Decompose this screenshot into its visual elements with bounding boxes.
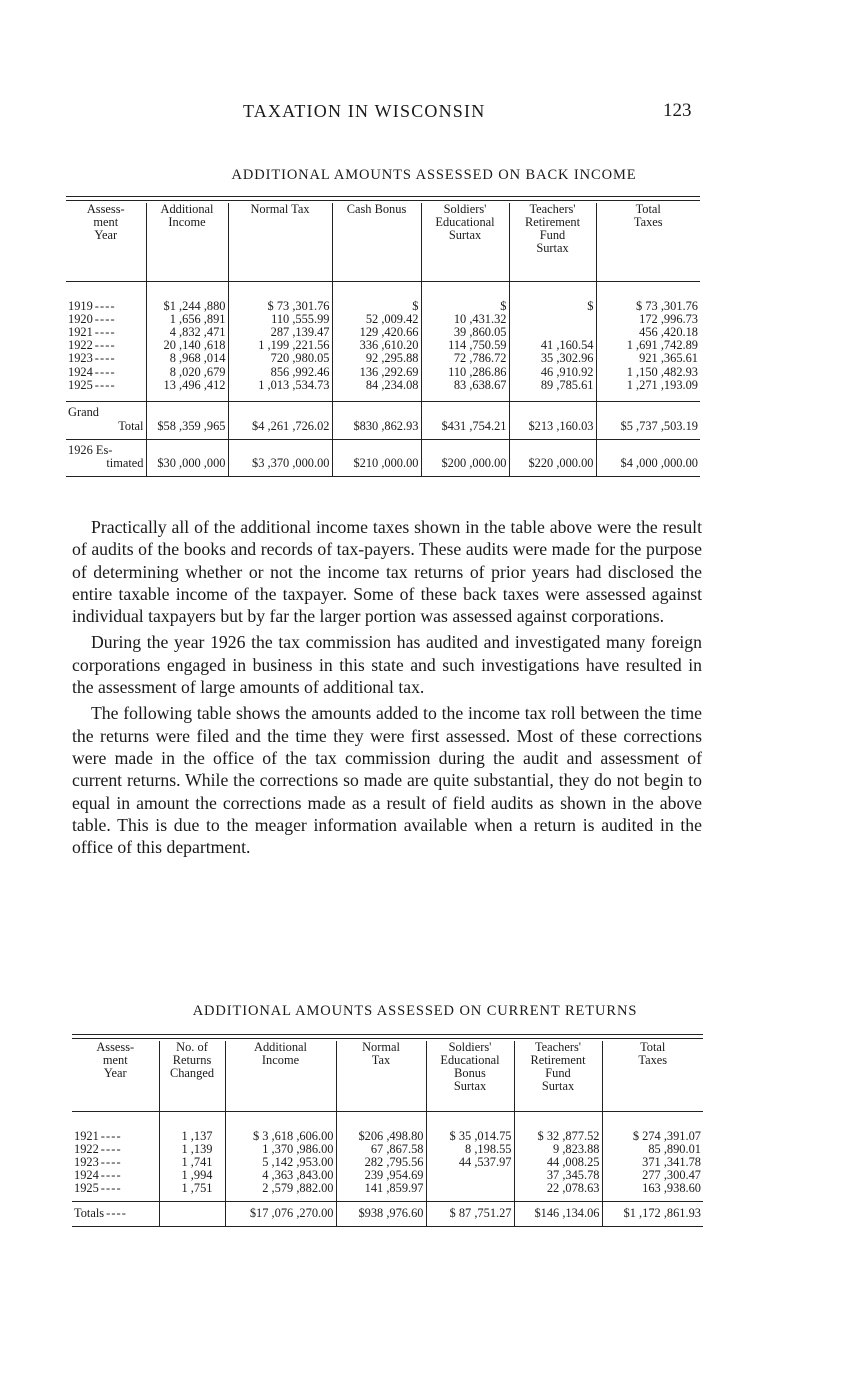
value-cell: 1 ,656 ,891 <box>146 313 228 326</box>
value-cell: 110 ,555.99 <box>228 313 332 326</box>
value-cell: 4 ,832 ,471 <box>146 326 228 339</box>
dot-leader: - - - - <box>94 377 114 392</box>
spacer-cell <box>509 282 596 300</box>
back-income-table <box>66 203 700 477</box>
total-value-cell: $220 ,000.00 <box>509 439 596 476</box>
value-cell: 856 ,992.46 <box>228 366 332 379</box>
value-cell: 456 ,420.18 <box>596 326 700 339</box>
value-cell: 89 ,785.61 <box>509 379 596 392</box>
year-cell: 1925 - - - - <box>74 1181 120 1196</box>
value-cell: $ 3 ,618 ,606.00 <box>225 1130 336 1143</box>
dot-leader: - - - - <box>100 1128 120 1143</box>
column-header: Total Taxes <box>602 1041 703 1112</box>
value-cell: 720 ,980.05 <box>228 352 332 365</box>
total-value-cell: $210 ,000.00 <box>332 439 421 476</box>
value-cell: 37 ,345.78 <box>514 1169 602 1182</box>
value-cell: 92 ,295.88 <box>332 352 421 365</box>
value-cell: 8 ,968 ,014 <box>146 352 228 365</box>
spacer-cell <box>332 282 421 300</box>
year-cell: 1922 - - - - <box>68 338 114 353</box>
value-cell: 1 ,994 <box>159 1169 225 1182</box>
value-cell <box>426 1182 514 1195</box>
dot-leader: - - - - <box>94 311 114 326</box>
value-cell: 172 ,996.73 <box>596 313 700 326</box>
total-value-cell: $30 ,000 ,000 <box>146 439 228 476</box>
column-header: Assess- ment Year <box>72 1041 159 1112</box>
dot-leader: - - - - <box>106 1206 125 1221</box>
total-value-cell: $4 ,261 ,726.02 <box>228 402 332 439</box>
value-cell: 35 ,302.96 <box>509 352 596 365</box>
spacer-cell <box>421 282 509 300</box>
value-cell: 52 ,009.42 <box>332 313 421 326</box>
spacer-cell <box>596 392 700 402</box>
paragraph: The following table shows the amounts added to the income tax roll between the time the returns were filed and the time they were first assessed. Most of these corrections were made in the office of the tax commission during the audit and assessment of current returns. While the corrections so made are quite substantial, they do not begin to equal in amount the corrections made as a result of field audits as shown in the above table. This is due to the meager information available when a return is audited in the office of this department. <box>72 703 702 858</box>
total-value-cell: $200 ,000.00 <box>421 439 509 476</box>
row-label: Totals - - - - <box>72 1202 159 1227</box>
table-caption-back-income: ADDITIONAL AMOUNTS ASSESSED ON BACK INCOME <box>231 167 637 183</box>
value-cell: 1 ,741 <box>159 1156 225 1169</box>
current-returns-table <box>72 1041 703 1227</box>
total-value-cell: $4 ,000 ,000.00 <box>596 439 700 476</box>
value-cell: 2 ,579 ,882.00 <box>225 1182 336 1195</box>
spacer-cell <box>336 1112 426 1130</box>
value-cell: 1 ,150 ,482.93 <box>596 366 700 379</box>
row-label-line: timated <box>106 456 144 471</box>
year-cell: 1923 - - - - <box>74 1154 120 1169</box>
value-cell: 277 ,300.47 <box>602 1169 703 1182</box>
dot-leader: - - - - <box>94 324 114 339</box>
row-label-line: Grand <box>68 405 99 420</box>
column-header: Normal Tax <box>228 203 332 282</box>
dot-leader: - - - - <box>100 1181 120 1196</box>
spacer-cell <box>146 282 228 300</box>
value-cell: $ 35 ,014.75 <box>426 1130 514 1143</box>
value-cell: 1 ,137 <box>159 1130 225 1143</box>
total-value-cell: $830 ,862.93 <box>332 402 421 439</box>
dot-leader: - - - - <box>100 1154 120 1169</box>
column-header: Total Taxes <box>596 203 700 282</box>
grand-total-row <box>66 402 700 439</box>
value-cell: 287 ,139.47 <box>228 326 332 339</box>
column-header: Teachers' Retirement Fund Surtax <box>509 203 596 282</box>
value-cell: 44 ,008.25 <box>514 1156 602 1169</box>
value-cell: 22 ,078.63 <box>514 1182 602 1195</box>
year-cell: 1919 - - - - <box>68 298 114 313</box>
table-top-rule <box>72 1038 703 1039</box>
value-cell: 163 ,938.60 <box>602 1182 703 1195</box>
dot-leader: - - - - <box>94 338 114 353</box>
spacer-cell <box>66 282 146 300</box>
table-row <box>66 313 700 326</box>
value-cell: 8 ,020 ,679 <box>146 366 228 379</box>
value-cell: $ <box>332 300 421 313</box>
dot-leader: - - - - <box>94 351 114 366</box>
value-cell: 921 ,365.61 <box>596 352 700 365</box>
year-cell: 1922 - - - - <box>74 1141 120 1156</box>
table-top-rule <box>66 200 700 201</box>
value-cell: 67 ,867.58 <box>336 1143 426 1156</box>
paragraph: During the year 1926 the tax commission has audited and investigated many foreign corporations engaged in business in this state and such investigations have resulted in the assessment of large amounts of additional tax. <box>72 632 702 698</box>
year-cell: 1924 - - - - <box>68 364 114 379</box>
value-cell: 13 ,496 ,412 <box>146 379 228 392</box>
column-header: Additional Income <box>146 203 228 282</box>
value-cell: 1 ,271 ,193.09 <box>596 379 700 392</box>
value-cell: 41 ,160.54 <box>509 339 596 352</box>
value-cell: 39 ,860.05 <box>421 326 509 339</box>
spacer-cell <box>228 282 332 300</box>
value-cell: 83 ,638.67 <box>421 379 509 392</box>
column-header: No. of Returns Changed <box>159 1041 225 1112</box>
total-value-cell: $938 ,976.60 <box>336 1202 426 1227</box>
value-cell: 110 ,286.86 <box>421 366 509 379</box>
year-cell: 1920 - - - - <box>68 311 114 326</box>
value-cell: 371 ,341.78 <box>602 1156 703 1169</box>
total-value-cell: $213 ,160.03 <box>509 402 596 439</box>
year-cell: 1925 - - - - <box>68 377 114 392</box>
value-cell: 72 ,786.72 <box>421 352 509 365</box>
spacer-cell <box>159 1112 225 1130</box>
value-cell: $ <box>509 300 596 313</box>
total-value-cell: $17 ,076 ,270.00 <box>225 1202 336 1227</box>
spacer-row <box>72 1112 703 1130</box>
row-label <box>66 439 146 476</box>
column-header: Normal Tax <box>336 1041 426 1112</box>
spacer-row <box>66 282 700 300</box>
value-cell: 336 ,610.20 <box>332 339 421 352</box>
value-cell: $ 32 ,877.52 <box>514 1130 602 1143</box>
value-cell: 239 ,954.69 <box>336 1169 426 1182</box>
value-cell: 1 ,691 ,742.89 <box>596 339 700 352</box>
table-caption-current-returns: ADDITIONAL AMOUNTS ASSESSED ON CURRENT RETURNS <box>192 1003 638 1019</box>
table-row <box>66 379 700 392</box>
table-header-row <box>72 1041 703 1112</box>
spacer-cell <box>426 1112 514 1130</box>
table-top-rule <box>66 196 700 197</box>
spacer-cell <box>421 392 509 402</box>
page-header <box>0 101 859 127</box>
table-row <box>72 1130 703 1143</box>
total-value-cell <box>159 1202 225 1227</box>
table-row <box>66 300 700 313</box>
value-cell: 20 ,140 ,618 <box>146 339 228 352</box>
value-cell: 1 ,370 ,986.00 <box>225 1143 336 1156</box>
column-header: Additional Income <box>225 1041 336 1112</box>
column-header: Assess- ment Year <box>66 203 146 282</box>
value-cell <box>426 1169 514 1182</box>
spacer-cell <box>596 282 700 300</box>
value-cell: 10 ,431.32 <box>421 313 509 326</box>
value-cell <box>509 313 596 326</box>
table-row <box>66 366 700 379</box>
value-cell: 114 ,750.59 <box>421 339 509 352</box>
value-cell: $ 73 ,301.76 <box>596 300 700 313</box>
value-cell: 44 ,537.97 <box>426 1156 514 1169</box>
year-cell: 1924 - - - - <box>74 1168 120 1183</box>
value-cell: $ 73 ,301.76 <box>228 300 332 313</box>
column-header: Soldiers' Educational Bonus Surtax <box>426 1041 514 1112</box>
row-label-line: Total <box>118 418 144 433</box>
value-cell: 1 ,139 <box>159 1143 225 1156</box>
spacer-cell <box>332 392 421 402</box>
value-cell: $ <box>421 300 509 313</box>
running-title: TAXATION IN WISCONSIN <box>243 101 486 121</box>
spacer-cell <box>225 1112 336 1130</box>
value-cell: 9 ,823.88 <box>514 1143 602 1156</box>
value-cell: 136 ,292.69 <box>332 366 421 379</box>
total-value-cell: $5 ,737 ,503.19 <box>596 402 700 439</box>
spacer-cell <box>514 1112 602 1130</box>
spacer-row <box>66 392 700 402</box>
value-cell: 129 ,420.66 <box>332 326 421 339</box>
value-cell: $206 ,498.80 <box>336 1130 426 1143</box>
value-cell: 141 ,859.97 <box>336 1182 426 1195</box>
spacer-cell <box>72 1112 159 1130</box>
totals-row <box>72 1202 703 1227</box>
year-cell: 1923 - - - - <box>68 351 114 366</box>
value-cell: 8 ,198.55 <box>426 1143 514 1156</box>
table-header-row <box>66 203 700 282</box>
table-row <box>66 352 700 365</box>
column-header: Teachers' Retirement Fund Surtax <box>514 1041 602 1112</box>
value-cell: 1 ,751 <box>159 1182 225 1195</box>
total-value-cell: $58 ,359 ,965 <box>146 402 228 439</box>
year-cell: 1921 - - - - <box>68 324 114 339</box>
spacer-cell <box>509 392 596 402</box>
spacer-cell <box>66 392 146 402</box>
table-row <box>72 1182 703 1195</box>
table-row <box>72 1143 703 1156</box>
value-cell: 85 ,890.01 <box>602 1143 703 1156</box>
spacer-cell <box>146 392 228 402</box>
value-cell: 5 ,142 ,953.00 <box>225 1156 336 1169</box>
estimated-row <box>66 439 700 476</box>
value-cell: 1 ,013 ,534.73 <box>228 379 332 392</box>
dot-leader: - - - - <box>100 1141 120 1156</box>
value-cell: 282 ,795.56 <box>336 1156 426 1169</box>
dot-leader: - - - - <box>100 1168 120 1183</box>
value-cell: 46 ,910.92 <box>509 366 596 379</box>
dot-leader: - - - - <box>94 364 114 379</box>
column-header: Soldiers' Educational Surtax <box>421 203 509 282</box>
table-top-rule <box>72 1034 703 1035</box>
total-value-cell: $3 ,370 ,000.00 <box>228 439 332 476</box>
year-cell: 1921 - - - - <box>74 1128 120 1143</box>
value-cell: 4 ,363 ,843.00 <box>225 1169 336 1182</box>
row-label <box>66 402 146 439</box>
total-value-cell: $146 ,134.06 <box>514 1202 602 1227</box>
value-cell: $1 ,244 ,880 <box>146 300 228 313</box>
column-header: Cash Bonus <box>332 203 421 282</box>
dot-leader: - - - - <box>94 298 114 313</box>
spacer-cell <box>602 1112 703 1130</box>
body-text <box>72 516 702 858</box>
value-cell: 1 ,199 ,221.56 <box>228 339 332 352</box>
value-cell: 84 ,234.08 <box>332 379 421 392</box>
row-label-line: 1926 Es- <box>68 442 113 457</box>
total-value-cell: $431 ,754.21 <box>421 402 509 439</box>
total-value-cell: $ 87 ,751.27 <box>426 1202 514 1227</box>
page-number: 123 <box>663 100 692 121</box>
spacer-cell <box>228 392 332 402</box>
value-cell: $ 274 ,391.07 <box>602 1130 703 1143</box>
paragraph: Practically all of the additional income taxes shown in the table above were the result of audits of the books and records of tax-payers. These audits were made for the purpose of determining whether or not the income tax returns of prior years had disclosed the entire taxable income of the taxpayer. Some of these back taxes were assessed against individual taxpayers but by far the larger portion was assessed against corporations. <box>72 517 702 627</box>
total-value-cell: $1 ,172 ,861.93 <box>602 1202 703 1227</box>
